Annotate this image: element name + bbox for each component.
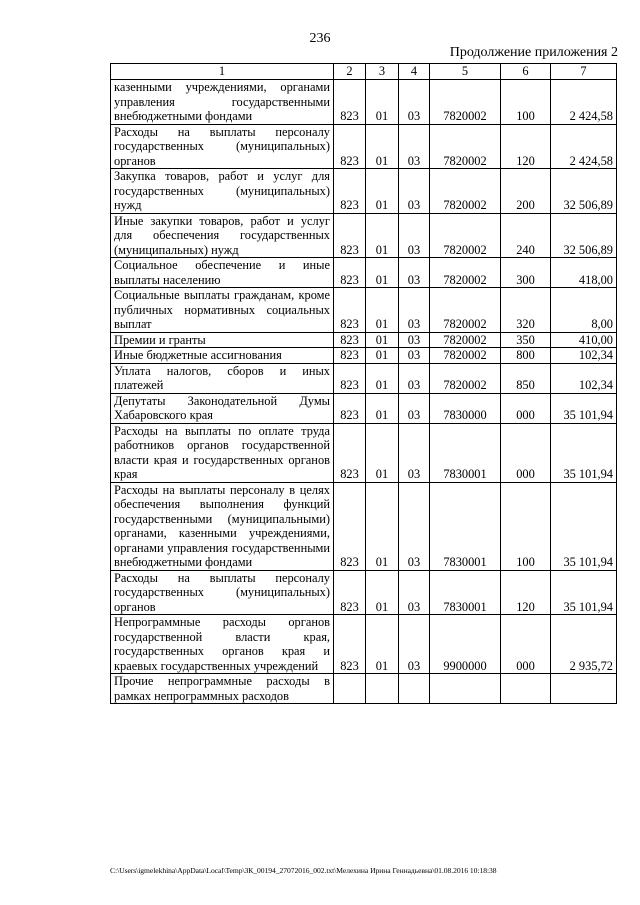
code-ministry-cell: 823 — [334, 80, 366, 125]
code-subsection-cell — [399, 674, 430, 704]
table-body — [111, 80, 617, 704]
code-subsection-cell: 03 — [399, 423, 430, 482]
amount-cell: 410,00 — [551, 332, 617, 348]
code-section-cell: 01 — [366, 124, 399, 169]
table-row — [111, 674, 617, 704]
code-target-cell: 7830000 — [430, 393, 501, 423]
code-target-cell: 7820002 — [430, 348, 501, 364]
code-type-cell: 850 — [501, 363, 551, 393]
code-subsection-cell: 03 — [399, 393, 430, 423]
item-name-cell: Непрограммные расходы органов государственной власти края, государственных органов края и краевых государственных учреждений — [111, 615, 334, 674]
code-ministry-cell: 823 — [334, 482, 366, 570]
table-row — [111, 80, 617, 125]
code-subsection-cell: 03 — [399, 363, 430, 393]
item-name-cell: Расходы на выплаты персоналу в целях обеспечения выполнения функций государственными (муниципальными) органами, казенными учреждениями, органами управления государственными внебюджетными фондами — [111, 482, 334, 570]
code-ministry-cell: 823 — [334, 348, 366, 364]
code-target-cell: 7820002 — [430, 258, 501, 288]
code-section-cell: 01 — [366, 570, 399, 615]
item-name-cell: Премии и гранты — [111, 332, 334, 348]
code-target-cell: 7820002 — [430, 288, 501, 333]
code-type-cell: 000 — [501, 423, 551, 482]
amount-cell: 32 506,89 — [551, 213, 617, 258]
code-target-cell: 9900000 — [430, 615, 501, 674]
code-ministry-cell: 823 — [334, 615, 366, 674]
item-name-cell: Закупка товаров, работ и услуг для государственных (муниципальных) нужд — [111, 169, 334, 214]
amount-cell: 35 101,94 — [551, 393, 617, 423]
code-type-cell — [501, 674, 551, 704]
header-cell: 5 — [430, 64, 501, 80]
page-number: 236 — [309, 31, 331, 46]
code-subsection-cell: 03 — [399, 615, 430, 674]
header-cell: 6 — [501, 64, 551, 80]
code-type-cell: 240 — [501, 213, 551, 258]
code-section-cell: 01 — [366, 393, 399, 423]
amount-cell: 35 101,94 — [551, 423, 617, 482]
table-row — [111, 348, 617, 364]
amount-cell: 32 506,89 — [551, 169, 617, 214]
amount-cell: 8,00 — [551, 288, 617, 333]
code-ministry-cell: 823 — [334, 332, 366, 348]
code-target-cell: 7830001 — [430, 570, 501, 615]
code-target-cell: 7820002 — [430, 124, 501, 169]
code-section-cell: 01 — [366, 288, 399, 333]
code-subsection-cell: 03 — [399, 258, 430, 288]
code-target-cell: 7830001 — [430, 482, 501, 570]
amount-cell: 35 101,94 — [551, 570, 617, 615]
header-cell: 3 — [366, 64, 399, 80]
code-target-cell: 7830001 — [430, 423, 501, 482]
amount-cell: 2 424,58 — [551, 124, 617, 169]
amount-cell: 2 424,58 — [551, 80, 617, 125]
amount-cell: 2 935,72 — [551, 615, 617, 674]
code-subsection-cell: 03 — [399, 482, 430, 570]
code-section-cell: 01 — [366, 482, 399, 570]
table-row — [111, 288, 617, 333]
code-section-cell: 01 — [366, 423, 399, 482]
amount-cell — [551, 674, 617, 704]
item-name-cell: Социальное обеспечение и иные выплаты населению — [111, 258, 334, 288]
header-cell: 2 — [334, 64, 366, 80]
code-type-cell: 350 — [501, 332, 551, 348]
code-type-cell: 300 — [501, 258, 551, 288]
item-name-cell: Расходы на выплаты по оплате труда работников органов государственной власти края и государственных органов края — [111, 423, 334, 482]
item-name-cell: Иные бюджетные ассигнования — [111, 348, 334, 364]
code-ministry-cell — [334, 674, 366, 704]
code-type-cell: 100 — [501, 482, 551, 570]
header-cell: 4 — [399, 64, 430, 80]
table-row — [111, 393, 617, 423]
item-name-cell: казенными учреждениями, органами управления государственными внебюджетными фондами — [111, 80, 334, 125]
code-target-cell: 7820002 — [430, 213, 501, 258]
item-name-cell: Прочие непрограммные расходы в рамках непрограммных расходов — [111, 674, 334, 704]
code-type-cell: 000 — [501, 393, 551, 423]
code-section-cell: 01 — [366, 348, 399, 364]
code-section-cell: 01 — [366, 363, 399, 393]
continuation-label: Продолжение приложения 2 — [449, 45, 618, 60]
table-row — [111, 615, 617, 674]
amount-cell: 418,00 — [551, 258, 617, 288]
code-ministry-cell: 823 — [334, 213, 366, 258]
table-row — [111, 423, 617, 482]
code-section-cell — [366, 674, 399, 704]
code-target-cell: 7820002 — [430, 363, 501, 393]
budget-table — [110, 63, 617, 704]
code-subsection-cell: 03 — [399, 348, 430, 364]
item-name-cell: Расходы на выплаты персоналу государственных (муниципальных) органов — [111, 570, 334, 615]
code-subsection-cell: 03 — [399, 288, 430, 333]
code-target-cell: 7820002 — [430, 332, 501, 348]
code-ministry-cell: 823 — [334, 363, 366, 393]
table-row — [111, 124, 617, 169]
code-subsection-cell: 03 — [399, 169, 430, 214]
code-subsection-cell: 03 — [399, 124, 430, 169]
header-row — [111, 64, 617, 80]
code-section-cell: 01 — [366, 332, 399, 348]
code-type-cell: 320 — [501, 288, 551, 333]
code-type-cell: 800 — [501, 348, 551, 364]
item-name-cell: Расходы на выплаты персоналу государственных (муниципальных) органов — [111, 124, 334, 169]
code-subsection-cell: 03 — [399, 213, 430, 258]
footer-path: C:\Users\igmelekhina\AppData\Local\Temp\ЗК_00194_27072016_002.txt\Мелехина Ирина Геннадьевна\01.08.2016 10:18:38 — [110, 866, 497, 875]
code-section-cell: 01 — [366, 213, 399, 258]
table-row — [111, 570, 617, 615]
code-ministry-cell: 823 — [334, 570, 366, 615]
amount-cell: 102,34 — [551, 363, 617, 393]
table-row — [111, 363, 617, 393]
code-type-cell: 000 — [501, 615, 551, 674]
code-section-cell: 01 — [366, 169, 399, 214]
table-row — [111, 482, 617, 570]
code-target-cell: 7820002 — [430, 80, 501, 125]
code-ministry-cell: 823 — [334, 288, 366, 333]
code-subsection-cell: 03 — [399, 332, 430, 348]
code-subsection-cell: 03 — [399, 80, 430, 125]
header-cell: 7 — [551, 64, 617, 80]
amount-cell: 102,34 — [551, 348, 617, 364]
code-target-cell: 7820002 — [430, 169, 501, 214]
item-name-cell: Иные закупки товаров, работ и услуг для обеспечения государственных (муниципальных) нужд — [111, 213, 334, 258]
code-type-cell: 120 — [501, 124, 551, 169]
item-name-cell: Депутаты Законодательной Думы Хабаровского края — [111, 393, 334, 423]
table-row — [111, 169, 617, 214]
code-ministry-cell: 823 — [334, 124, 366, 169]
item-name-cell: Уплата налогов, сборов и иных платежей — [111, 363, 334, 393]
code-ministry-cell: 823 — [334, 393, 366, 423]
code-section-cell: 01 — [366, 80, 399, 125]
code-type-cell: 200 — [501, 169, 551, 214]
code-subsection-cell: 03 — [399, 570, 430, 615]
table-row — [111, 213, 617, 258]
table-row — [111, 332, 617, 348]
table-row — [111, 258, 617, 288]
item-name-cell: Социальные выплаты гражданам, кроме публичных нормативных социальных выплат — [111, 288, 334, 333]
code-target-cell — [430, 674, 501, 704]
code-type-cell: 120 — [501, 570, 551, 615]
header-cell: 1 — [111, 64, 334, 80]
code-type-cell: 100 — [501, 80, 551, 125]
code-section-cell: 01 — [366, 258, 399, 288]
amount-cell: 35 101,94 — [551, 482, 617, 570]
code-ministry-cell: 823 — [334, 169, 366, 214]
code-ministry-cell: 823 — [334, 423, 366, 482]
code-ministry-cell: 823 — [334, 258, 366, 288]
code-section-cell: 01 — [366, 615, 399, 674]
